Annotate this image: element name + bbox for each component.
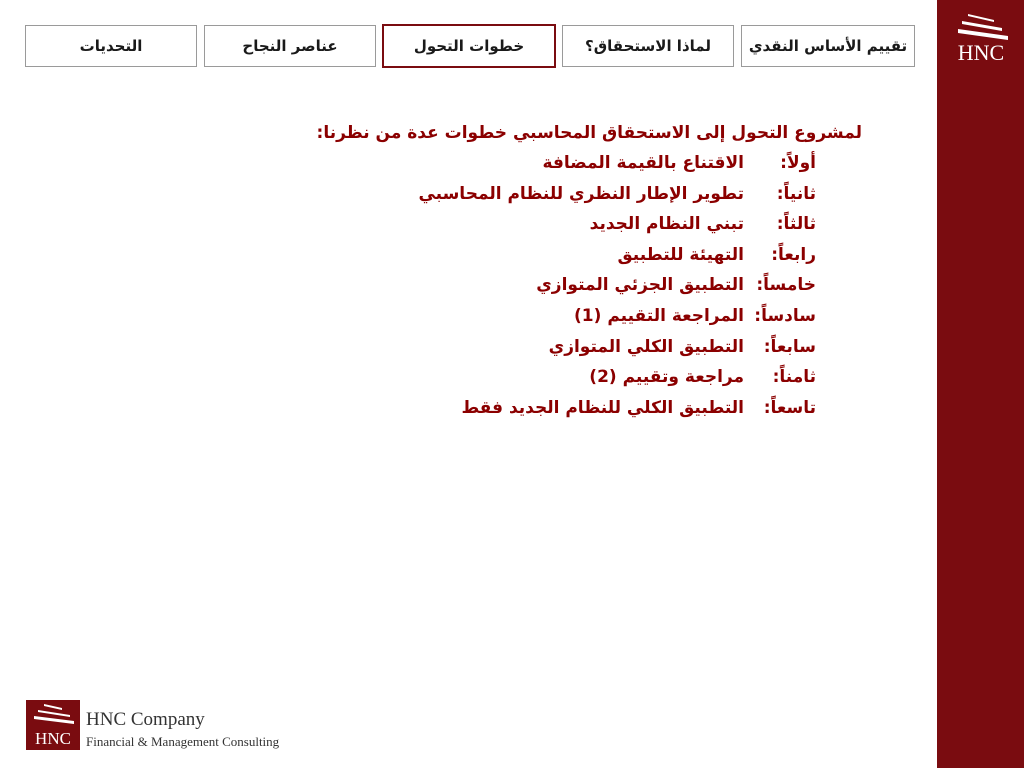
stripes-icon (32, 703, 76, 725)
step-text: تبني النظام الجديد (589, 214, 744, 235)
step-label: أولاً: (780, 153, 816, 173)
step-text: تطوير الإطار النظري للنظام المحاسبي (418, 183, 744, 204)
step-label: رابعاً: (771, 244, 816, 265)
list-item (300, 179, 816, 210)
step-label: سادساً: (754, 305, 816, 326)
list-item (300, 301, 816, 332)
step-text: التطبيق الكلي للنظام الجديد فقط (461, 397, 744, 418)
step-text: التطبيق الجزئي المتوازي (536, 275, 744, 296)
hnc-logo-footer (26, 700, 80, 750)
intro-text: لمشروع التحول إلى الاستحقاق المحاسبي خطوات عدة من نظرنا: (316, 123, 862, 143)
tab-challenges[interactable]: التحديات (25, 25, 197, 67)
hnc-logo-top (946, 8, 1016, 68)
main-content (300, 118, 862, 423)
step-text: التطبيق الكلي المتوازي (548, 336, 744, 357)
tab-transformation-steps[interactable]: خطوات التحول (382, 24, 556, 68)
step-label: ثامناً: (772, 367, 816, 388)
step-text: مراجعة وتقييم (2) (589, 367, 744, 388)
steps-list (300, 148, 816, 423)
list-item (300, 270, 816, 301)
footer-logo-text: HNC (35, 729, 71, 748)
stripes-icon (954, 12, 1010, 42)
step-label: تاسعاً: (763, 397, 816, 418)
company-name: HNC Company (86, 709, 205, 730)
side-band (937, 0, 1024, 768)
logo-text: HNC (957, 40, 1005, 65)
step-label: خامساً: (756, 275, 816, 296)
step-label: ثانياً: (776, 183, 816, 204)
tab-success-elements[interactable]: عناصر النجاح (204, 25, 376, 67)
list-item (300, 362, 816, 393)
list-item (300, 148, 816, 179)
tab-why-accrual[interactable]: لماذا الاستحقاق؟ (562, 25, 734, 67)
nav-tabs (25, 25, 915, 69)
list-item (300, 209, 816, 240)
step-label: ثالثاً: (776, 214, 816, 235)
list-item (300, 332, 816, 363)
step-text: الاقتناع بالقيمة المضافة (542, 153, 744, 173)
step-label: سابعاً: (763, 336, 816, 357)
step-text: التهيئة للتطبيق (617, 244, 744, 265)
list-item (300, 393, 816, 424)
company-tagline: Financial & Management Consulting (86, 734, 280, 749)
list-item (300, 240, 816, 271)
tab-cash-basis-evaluation[interactable]: تقييم الأساس النقدي (741, 25, 915, 67)
step-text: المراجعة التقييم (1) (574, 305, 744, 326)
